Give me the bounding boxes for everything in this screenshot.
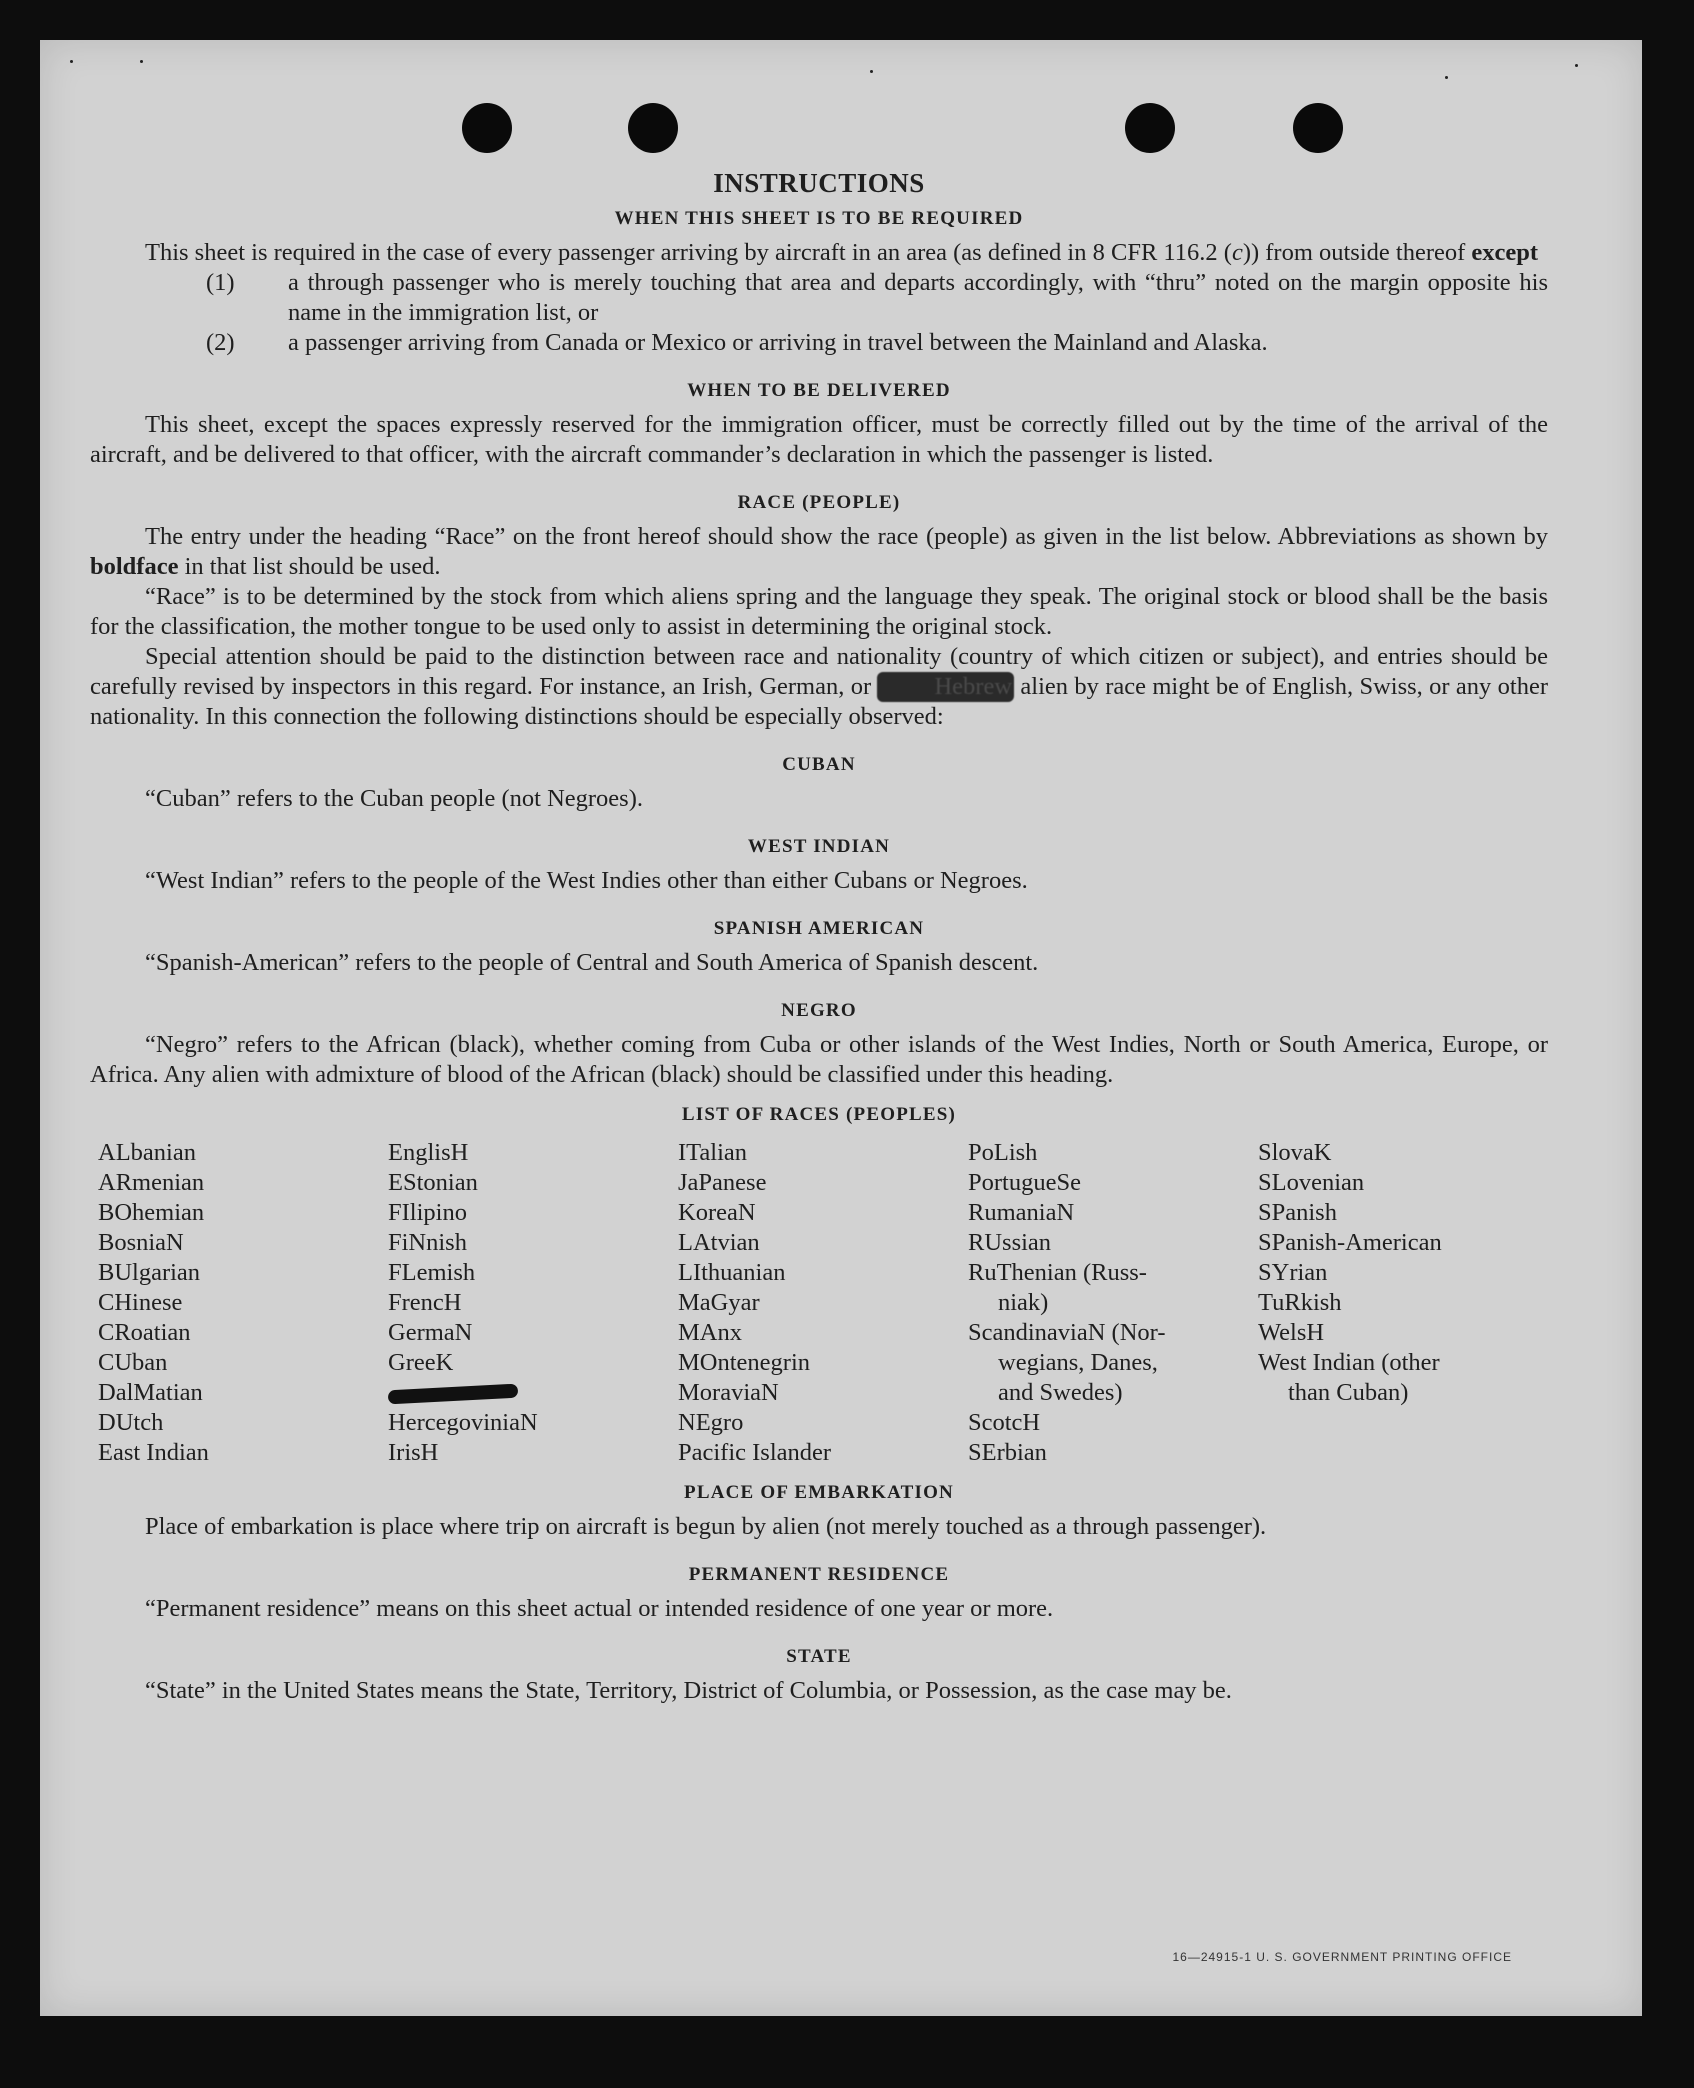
race-entry: ARmenian: [98, 1169, 205, 1196]
race-entry: CUban: [98, 1349, 168, 1376]
race-entry: PortugueSe: [968, 1169, 1081, 1196]
section-heading-cuban: CUBAN: [782, 754, 856, 775]
race-column: [1258, 1138, 1548, 1468]
state-text: “State” in the United States means the State, Territory, District of Columbia, or Possession, as the case may be.: [145, 1677, 1232, 1704]
race-entry: [1258, 1408, 1548, 1438]
race-column: [388, 1138, 678, 1468]
west-indian-text: “West Indian” refers to the people of the West Indies other than either Cubans or Negroes.: [145, 867, 1028, 894]
race-entry: ScotcH: [968, 1409, 1041, 1436]
race-entry: West Indian (other: [1258, 1349, 1440, 1376]
punch-hole: [1125, 103, 1175, 153]
section-heading-embarkation: PLACE OF EMBARKATION: [684, 1482, 954, 1503]
race-entry: SPanish-American: [1258, 1229, 1442, 1256]
race-entry: WelsH: [1258, 1319, 1325, 1346]
race-entry: SYrian: [1258, 1259, 1328, 1286]
race-entry: KoreaN: [678, 1199, 756, 1226]
race-entry: EStonian: [388, 1169, 478, 1196]
section-heading-list: LIST OF RACES (PEOPLES): [681, 1104, 957, 1125]
race-entry: LAtvian: [678, 1229, 760, 1256]
delivered-text: This sheet, except the spaces expressly reserved for the immigration officer, must be correctly filled out by the time of the arrival of the aircraft, and be delivered to that officer, with the aircraft commander’s declaration in which the passenger is listed.: [90, 411, 1548, 468]
cuban-text: “Cuban” refers to the Cuban people (not Negroes).: [145, 785, 643, 812]
redaction-mark: [388, 1384, 519, 1405]
race-paragraph-2: “Race” is to be determined by the stock from which aliens spring and the language they speak. The original stock or blood shall be the basis for the classification, the mother tongue to be used only to assist in determining the original stock.: [90, 583, 1548, 640]
race-entry: FIlipino: [388, 1199, 467, 1226]
race-entry: RumaniaN: [968, 1199, 1075, 1226]
race-entry: SPanish: [1258, 1199, 1337, 1226]
race-entry: PoLish: [968, 1139, 1038, 1166]
race-entry: MAnx: [678, 1319, 742, 1346]
race-entry: CRoatian: [98, 1319, 191, 1346]
race-entry: [1258, 1438, 1548, 1468]
race-column: [678, 1138, 968, 1468]
race-entry: ALbanian: [98, 1139, 196, 1166]
required-intro: This sheet is required in the case of every passenger arriving by aircraft in an area (as defined in 8 CFR 116.2 (c)) from outside thereof except: [145, 239, 1539, 266]
negro-text: “Negro” refers to the African (black), whether coming from Cuba or other islands of the West Indies, North or South America, Europe, or Africa. Any alien with admixture of blood of the African (black) should be classified under this heading.: [90, 1031, 1548, 1088]
race-entry: MaGyar: [678, 1289, 760, 1316]
punch-hole: [628, 103, 678, 153]
race-entry: ITalian: [678, 1139, 748, 1166]
race-entry: RUssian: [968, 1229, 1052, 1256]
race-entry: and Swedes): [998, 1379, 1123, 1406]
race-entry: DUtch: [98, 1409, 164, 1436]
race-paragraph-3: Special attention should be paid to the distinction between race and nationality (country of which citizen or subject), and entries should be carefully revised by inspectors in this regard. For instance, an Irish, German, or Hebrew alien by race might be of English, Swiss, or any other nationality. In this connection the following distinctions should be especially observed:: [90, 643, 1548, 730]
embarkation-text: Place of embarkation is place where trip on aircraft is begun by alien (not merely touched as a through passenger).: [145, 1513, 1267, 1540]
spanish-american-text: “Spanish-American” refers to the people of Central and South America of Spanish descent.: [145, 949, 1039, 976]
exception-item: (2) a passenger arriving from Canada or Mexico or arriving in travel between the Mainland and Alaska.: [206, 329, 1268, 356]
race-entry: CHinese: [98, 1289, 183, 1316]
race-entry: East Indian: [98, 1439, 209, 1466]
race-entry: RuThenian (Russ-: [968, 1259, 1147, 1286]
race-entry: DalMatian: [98, 1379, 203, 1406]
residence-text: “Permanent residence” means on this sheet actual or intended residence of one year or more.: [145, 1595, 1054, 1622]
punch-hole: [462, 103, 512, 153]
race-entry: FrencH: [388, 1289, 462, 1316]
race-entry: FiNnish: [388, 1229, 467, 1256]
race-entry: than Cuban): [1288, 1379, 1409, 1406]
race-entry: SLovenian: [1258, 1169, 1365, 1196]
section-heading-required: WHEN THIS SHEET IS TO BE REQUIRED: [614, 208, 1024, 229]
section-heading-negro: NEGRO: [781, 1000, 857, 1021]
race-entry: TuRkish: [1258, 1289, 1342, 1316]
race-entry: [388, 1378, 678, 1408]
section-heading-spanish-american: SPANISH AMERICAN: [713, 918, 925, 939]
redacted-word: Hebrew: [877, 672, 1014, 702]
section-heading-west-indian: WEST INDIAN: [747, 836, 891, 857]
race-entry: BOhemian: [98, 1199, 205, 1226]
race-entry: FLemish: [388, 1259, 476, 1286]
exception-item: (1) a through passenger who is merely touching that area and departs accordingly, with “thru” noted on the margin opposite his name in the immigration list, or: [206, 269, 1548, 326]
race-paragraph-1: The entry under the heading “Race” on the front hereof should show the race (people) as given in the list below. Abbreviations as shown by boldface in that list should be used.: [90, 523, 1548, 580]
race-entry: BUlgarian: [98, 1259, 201, 1286]
race-entry: ScandinaviaN (Nor-: [968, 1319, 1166, 1346]
race-entry: HercegoviniaN: [388, 1409, 538, 1436]
race-entry: Pacific Islander: [678, 1439, 832, 1466]
race-entry: LIthuanian: [678, 1259, 786, 1286]
race-entry: EnglisH: [388, 1139, 469, 1166]
race-entry: SlovaK: [1258, 1139, 1332, 1166]
section-heading-race: RACE (PEOPLE): [737, 492, 901, 513]
race-entry: NEgro: [678, 1409, 744, 1436]
race-entry: GreeK: [388, 1349, 454, 1376]
section-heading-state: STATE: [786, 1646, 852, 1667]
race-entry: SErbian: [968, 1439, 1047, 1466]
race-column: [98, 1138, 388, 1468]
race-entry: wegians, Danes,: [998, 1349, 1158, 1376]
section-heading-residence: PERMANENT RESIDENCE: [688, 1564, 950, 1585]
race-entry: BosniaN: [98, 1229, 184, 1256]
race-entry: MoraviaN: [678, 1379, 779, 1406]
section-heading-delivered: WHEN TO BE DELIVERED: [687, 380, 951, 401]
race-entry: MOntenegrin: [678, 1349, 810, 1376]
race-entry: IrisH: [388, 1439, 439, 1466]
race-list: [98, 1138, 1548, 1468]
page-title: INSTRUCTIONS: [713, 168, 925, 198]
printer-imprint: 16—24915-1 U. S. GOVERNMENT PRINTING OFFICE: [1172, 1950, 1512, 1964]
race-entry: niak): [998, 1289, 1049, 1316]
race-entry: JaPanese: [678, 1169, 767, 1196]
punch-hole: [1293, 103, 1343, 153]
race-entry: GermaN: [388, 1319, 473, 1346]
race-column: [968, 1138, 1258, 1468]
document-sheet: [40, 40, 1642, 2016]
instructions-content: [90, 162, 1548, 1706]
